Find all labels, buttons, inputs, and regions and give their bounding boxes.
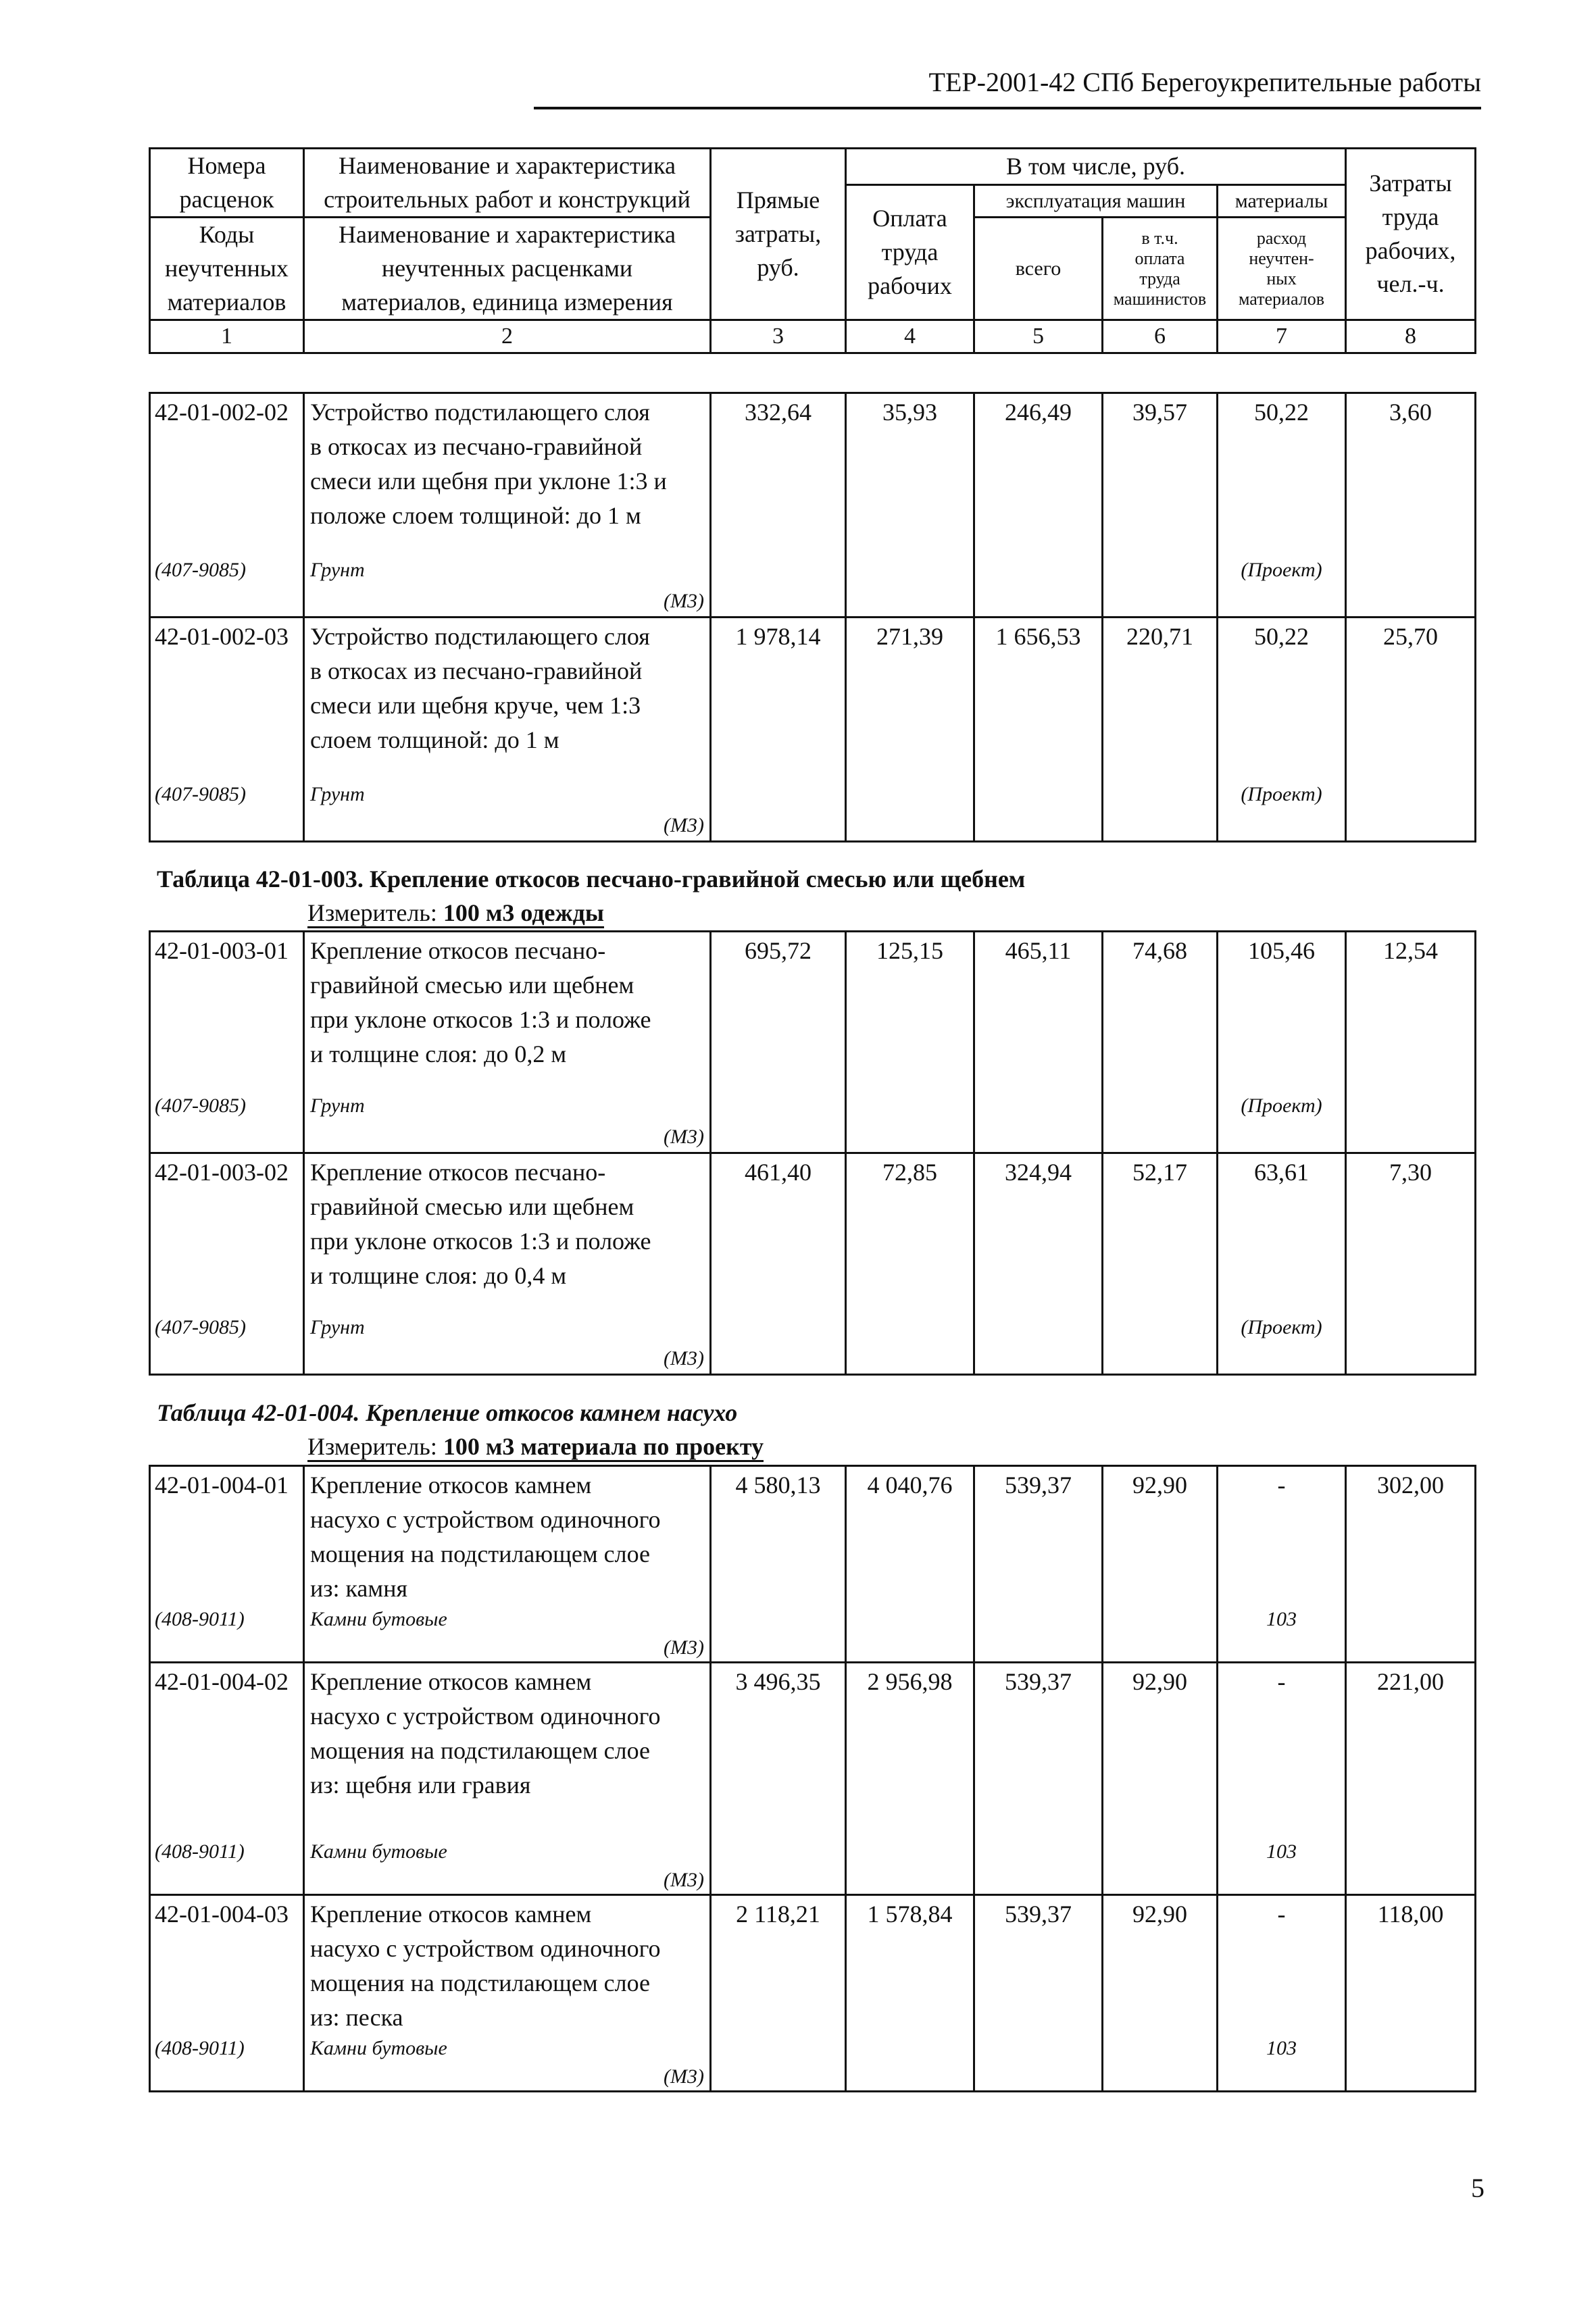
material-code: (408-9011) xyxy=(150,2035,304,2063)
materials-cost: - xyxy=(1218,1894,1346,2035)
material-row xyxy=(150,1092,1476,1124)
col-number-4: 4 xyxy=(846,320,974,353)
direct-cost: 3 496,35 xyxy=(711,1663,846,1838)
rates-table-004 xyxy=(149,1465,1476,2092)
rate-code: 42-01-002-02 xyxy=(150,393,304,557)
header-material-codes: Коды неучтенных материалов xyxy=(150,218,304,320)
material-consumption: 103 xyxy=(1218,2035,1346,2063)
materials-cost: - xyxy=(1218,1466,1346,1607)
table-row xyxy=(150,1663,1476,1838)
material-code: (407-9085) xyxy=(150,1314,304,1345)
unit-row xyxy=(150,2063,1476,2092)
material-name: Грунт xyxy=(304,557,711,588)
labor-hours: 3,60 xyxy=(1346,393,1476,557)
col-number-2: 2 xyxy=(304,320,711,353)
material-row xyxy=(150,2035,1476,2063)
operator-pay: 92,90 xyxy=(1103,1466,1218,1607)
unit-row xyxy=(150,1634,1476,1663)
worker-pay: 271,39 xyxy=(846,618,974,781)
table-row xyxy=(150,618,1476,781)
header-rate-number: Номера расценок xyxy=(150,149,304,218)
worker-pay: 72,85 xyxy=(846,1153,974,1314)
unit-row xyxy=(150,588,1476,618)
material-code: (408-9011) xyxy=(150,1838,304,1867)
header-material-names: Наименование и характеристика неучтенных расценками материалов, единица измерения xyxy=(304,218,711,320)
operator-pay: 52,17 xyxy=(1103,1153,1218,1314)
material-row xyxy=(150,1838,1476,1867)
header-worker-pay: Оплата труда рабочих xyxy=(846,185,974,320)
material-name: Камни бутовые xyxy=(304,1838,711,1867)
table-row xyxy=(150,1153,1476,1314)
materials-cost: 105,46 xyxy=(1218,932,1346,1092)
worker-pay: 125,15 xyxy=(846,932,974,1092)
header-machines-group: эксплуатация машин xyxy=(974,185,1218,218)
materials-cost: - xyxy=(1218,1663,1346,1838)
labor-hours: 7,30 xyxy=(1346,1153,1476,1314)
machines-total: 246,49 xyxy=(974,393,1103,557)
material-unit: (М3) xyxy=(304,2063,711,2092)
table-row xyxy=(150,393,1476,557)
header-materials-group: материалы xyxy=(1218,185,1346,218)
materials-cost: 50,22 xyxy=(1218,393,1346,557)
direct-cost: 461,40 xyxy=(711,1153,846,1314)
running-header xyxy=(0,0,1596,135)
rate-description: Устройство подстилающего слоя в откосах из песчано-гравийной смеси или щебня при уклоне 1:3 и положе слоем толщиной: до 1 м xyxy=(304,393,711,557)
direct-cost: 4 580,13 xyxy=(711,1466,846,1607)
labor-hours: 302,00 xyxy=(1346,1466,1476,1607)
col-number-1: 1 xyxy=(150,320,304,353)
rate-description: Устройство подстилающего слоя в откосах из песчано-гравийной смеси или щебня круче, чем 1:3 слоем толщиной: до 1 м xyxy=(304,618,711,781)
rate-description: Крепление откосов песчано- гравийной смесью или щебнем при уклоне откосов 1:3 и положе и толщине слоя: до 0,4 м xyxy=(304,1153,711,1314)
table-row xyxy=(150,932,1476,1092)
col-number-6: 6 xyxy=(1103,320,1218,353)
header-machines-total: всего xyxy=(974,218,1103,320)
col-number-8: 8 xyxy=(1346,320,1476,353)
unit-row xyxy=(150,1124,1476,1153)
worker-pay: 2 956,98 xyxy=(846,1663,974,1838)
rate-description: Крепление откосов песчано- гравийной смесью или щебнем при уклоне откосов 1:3 и положе и толщине слоя: до 0,2 м xyxy=(304,932,711,1092)
material-name: Грунт xyxy=(304,1092,711,1124)
rates-table-002 xyxy=(149,392,1476,842)
table-004-measure: Измеритель: 100 м3 материала по проекту xyxy=(307,1432,764,1461)
material-consumption: (Проект) xyxy=(1218,1314,1346,1345)
machines-total: 1 656,53 xyxy=(974,618,1103,781)
rate-description: Крепление откосов камнем насухо с устройством одиночного мощения на подстилающем слое из: песка xyxy=(304,1894,711,2035)
labor-hours: 118,00 xyxy=(1346,1894,1476,2035)
column-header-table xyxy=(149,147,1476,354)
operator-pay: 92,90 xyxy=(1103,1663,1218,1838)
rate-code: 42-01-003-02 xyxy=(150,1153,304,1314)
material-row xyxy=(150,557,1476,588)
machines-total: 465,11 xyxy=(974,932,1103,1092)
material-code: (408-9011) xyxy=(150,1606,304,1634)
table-row xyxy=(150,1894,1476,2035)
direct-cost: 695,72 xyxy=(711,932,846,1092)
machines-total: 539,37 xyxy=(974,1663,1103,1838)
material-consumption: (Проект) xyxy=(1218,781,1346,812)
rate-code: 42-01-004-02 xyxy=(150,1663,304,1838)
header-labor-hours: Затраты труда рабочих, чел.-ч. xyxy=(1346,149,1476,320)
material-consumption: 103 xyxy=(1218,1838,1346,1867)
material-unit: (М3) xyxy=(304,1867,711,1895)
table-003-caption: Таблица 42-01-003. Крепление откосов песчано-гравийной смесью или щебнем xyxy=(157,865,1026,892)
page-number: 5 xyxy=(1471,2173,1485,2203)
worker-pay: 1 578,84 xyxy=(846,1894,974,2035)
material-name: Грунт xyxy=(304,781,711,812)
header-material-consumption: расход неучтен- ных материалов xyxy=(1218,218,1346,320)
labor-hours: 12,54 xyxy=(1346,932,1476,1092)
col-number-3: 3 xyxy=(711,320,846,353)
labor-hours: 221,00 xyxy=(1346,1663,1476,1838)
operator-pay: 92,90 xyxy=(1103,1894,1218,2035)
operator-pay: 74,68 xyxy=(1103,932,1218,1092)
rate-description: Крепление откосов камнем насухо с устройством одиночного мощения на подстилающем слое из: камня xyxy=(304,1466,711,1607)
material-code: (407-9085) xyxy=(150,781,304,812)
header-work-name: Наименование и характеристика строительных работ и конструкций xyxy=(304,149,711,218)
material-row xyxy=(150,1606,1476,1634)
rate-description: Крепление откосов камнем насухо с устройством одиночного мощения на подстилающем слое из: щебня или гравия xyxy=(304,1663,711,1838)
header-including-group: В том числе, руб. xyxy=(846,149,1346,185)
worker-pay: 35,93 xyxy=(846,393,974,557)
table-004-caption: Таблица 42-01-004. Крепление откосов камнем насухо xyxy=(157,1399,738,1426)
material-name: Грунт xyxy=(304,1314,711,1345)
header-operator-pay: в т.ч. оплата труда машинистов xyxy=(1103,218,1218,320)
material-consumption: (Проект) xyxy=(1218,1092,1346,1124)
material-unit: (М3) xyxy=(304,1634,711,1663)
unit-row xyxy=(150,1867,1476,1895)
col-number-5: 5 xyxy=(974,320,1103,353)
rate-code: 42-01-004-01 xyxy=(150,1466,304,1607)
material-unit: (М3) xyxy=(304,588,711,618)
col-number-7: 7 xyxy=(1218,320,1346,353)
operator-pay: 39,57 xyxy=(1103,393,1218,557)
rate-code: 42-01-002-03 xyxy=(150,618,304,781)
rate-code: 42-01-003-01 xyxy=(150,932,304,1092)
rates-table-003 xyxy=(149,930,1476,1376)
unit-row xyxy=(150,1345,1476,1375)
document-title: ТЕР-2001-42 СПб Берегоукрепительные работы xyxy=(928,67,1481,97)
material-code: (407-9085) xyxy=(150,557,304,588)
material-unit: (М3) xyxy=(304,1124,711,1153)
header-rule xyxy=(534,107,1481,109)
machines-total: 539,37 xyxy=(974,1894,1103,2035)
operator-pay: 220,71 xyxy=(1103,618,1218,781)
material-row xyxy=(150,781,1476,812)
material-unit: (М3) xyxy=(304,812,711,842)
header-direct-costs: Прямые затраты, руб. xyxy=(711,149,846,320)
material-name: Камни бутовые xyxy=(304,2035,711,2063)
table-003-measure: Измеритель: 100 м3 одежды xyxy=(307,899,604,927)
material-consumption: (Проект) xyxy=(1218,557,1346,588)
machines-total: 324,94 xyxy=(974,1153,1103,1314)
material-unit: (М3) xyxy=(304,1345,711,1375)
rate-code: 42-01-004-03 xyxy=(150,1894,304,2035)
material-consumption: 103 xyxy=(1218,1606,1346,1634)
direct-cost: 2 118,21 xyxy=(711,1894,846,2035)
table-row xyxy=(150,1466,1476,1607)
machines-total: 539,37 xyxy=(974,1466,1103,1607)
materials-cost: 63,61 xyxy=(1218,1153,1346,1314)
unit-row xyxy=(150,812,1476,842)
direct-cost: 332,64 xyxy=(711,393,846,557)
materials-cost: 50,22 xyxy=(1218,618,1346,781)
material-name: Камни бутовые xyxy=(304,1606,711,1634)
labor-hours: 25,70 xyxy=(1346,618,1476,781)
material-row xyxy=(150,1314,1476,1345)
direct-cost: 1 978,14 xyxy=(711,618,846,781)
material-code: (407-9085) xyxy=(150,1092,304,1124)
worker-pay: 4 040,76 xyxy=(846,1466,974,1607)
